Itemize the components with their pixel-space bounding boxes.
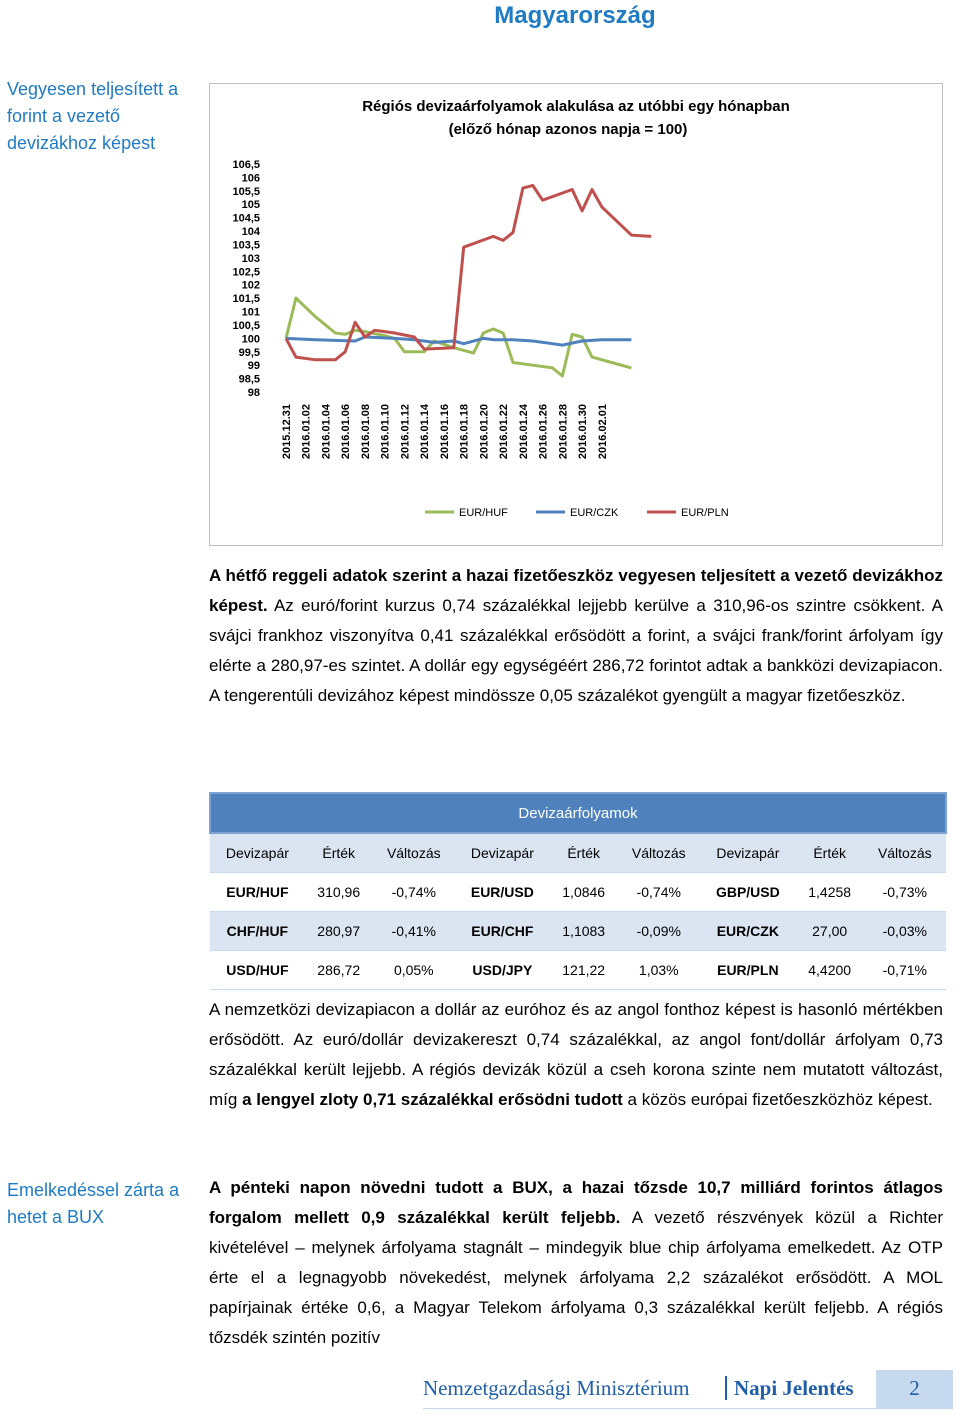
fx-chart-svg (210, 84, 942, 545)
table-header-cell: Devizapár (455, 833, 550, 872)
x-tick-label: 2016.01.16 (438, 404, 451, 460)
x-tick-label: 2016.01.10 (379, 404, 392, 460)
legend-label: EUR/HUF (459, 507, 508, 519)
rate-change-cell: -0,03% (864, 911, 946, 950)
rate-change-cell: -0,74% (618, 872, 700, 911)
y-tick-label: 104 (241, 226, 260, 239)
y-tick-label: 106,5 (232, 159, 260, 171)
paragraph-international-a: A nemzetközi devizapiacon a dollár az euróhoz és az angol fonthoz képest is hasonló mértékben erősödött. Az euró/dollár devizakereszt 0,74 százalékkal, az angol font/dollár árfolyam 0,73 százalékkal került lejjebb. A régiós devizák közül a cseh korona szinte nem mutatott változást, míg (209, 1000, 943, 1109)
rate-change-cell: -0,73% (864, 872, 946, 911)
currency-pair-cell: EUR/CHF (455, 911, 550, 950)
rate-value-cell: 4,4200 (796, 950, 864, 989)
table-header-row (210, 833, 946, 872)
y-tick-label: 98,5 (238, 373, 260, 386)
x-tick-label: 2016.01.02 (300, 404, 313, 460)
table-header-cell: Devizapár (700, 833, 796, 872)
paragraph-forint (209, 561, 943, 711)
x-tick-label: 2016.01.08 (359, 404, 372, 460)
rate-change-cell: -0,09% (618, 911, 700, 950)
chart-subtitle: (előző hónap azonos napja = 100) (448, 121, 688, 138)
table-row (210, 872, 946, 911)
paragraph-bux (209, 1173, 943, 1353)
table-header-cell: Devizapár (210, 833, 305, 872)
x-tick-label: 2015.12.31 (281, 404, 293, 460)
x-tick-label: 2016.01.18 (458, 404, 471, 460)
paragraph-international-bold: a lengyel zloty 0,71 százalékkal erősödni tudott (242, 1090, 623, 1109)
table-caption: Devizaárfolyamok (210, 793, 946, 833)
side-note-forint: Vegyesen teljesített a forint a vezető devizákhoz képest (7, 79, 179, 153)
y-tick-label: 105,5 (232, 185, 260, 198)
paragraph-forint-lead: A hétfő reggeli adatok szerint a hazai fizetőeszköz vegyesen teljesített a vezető devizákhoz képest. (209, 566, 943, 615)
x-tick-label: 2016.01.14 (419, 404, 432, 460)
fx-chart (209, 83, 943, 546)
y-tick-label: 100,5 (232, 319, 260, 332)
currency-pair-cell: EUR/USD (455, 872, 550, 911)
x-tick-label: 2016.01.24 (517, 404, 530, 460)
y-tick-label: 101,5 (232, 293, 260, 306)
rate-change-cell: 0,05% (373, 950, 455, 989)
currency-pair-cell: USD/JPY (455, 950, 550, 989)
x-tick-label: 2016.01.04 (320, 404, 333, 460)
footer-ministry: Nemzetgazdasági Minisztérium (423, 1376, 690, 1400)
series-line-eur-czk (286, 337, 631, 345)
paragraph-forint-body: Az euró/forint kurzus 0,74 százalékkal lejjebb kerülve a 310,96-os szintre csökkent. A svájci frankhoz viszonyítva 0,41 százalékkal erősödött a forint, a svájci frank/forint árfolyam így elérte a 280,97-es szintet. A dollár egy egységéért 286,72 forintot adtak a bankközi devizapiacon. A tengerentúli devizához képest mindössze 0,05 százalékot gyengült a magyar fizetőeszköz. (209, 596, 943, 705)
legend-label: EUR/PLN (681, 507, 729, 519)
y-tick-label: 102,5 (232, 266, 260, 279)
currency-pair-cell: EUR/CZK (700, 911, 796, 950)
currency-pair-cell: CHF/HUF (210, 911, 305, 950)
y-tick-label: 98 (247, 387, 260, 399)
table-header-cell: Érték (796, 833, 864, 872)
table-row (210, 950, 946, 989)
footer-separator (725, 1376, 727, 1400)
y-tick-label: 99,5 (238, 346, 260, 359)
currency-pair-cell: GBP/USD (700, 872, 796, 911)
x-tick-label: 2016.01.28 (557, 404, 570, 460)
y-tick-label: 99 (247, 360, 260, 373)
page-title: Magyarország (494, 2, 656, 29)
table-row (210, 911, 946, 950)
rate-value-cell: 1,0846 (550, 872, 618, 911)
table-header-cell: Változás (373, 833, 455, 872)
rate-change-cell: -0,71% (864, 950, 946, 989)
currency-pair-cell: EUR/HUF (210, 872, 305, 911)
rate-value-cell: 310,96 (305, 872, 373, 911)
rate-change-cell: -0,41% (373, 911, 455, 950)
rate-change-cell: -0,74% (373, 872, 455, 911)
x-tick-label: 2016.01.20 (478, 404, 491, 460)
table-header-cell: Változás (864, 833, 946, 872)
y-tick-label: 106 (241, 172, 260, 185)
rate-value-cell: 1,4258 (796, 872, 864, 911)
page-footer (423, 1370, 953, 1408)
footer-rule (423, 1408, 953, 1409)
rate-value-cell: 121,22 (550, 950, 618, 989)
x-tick-label: 2016.01.22 (498, 404, 511, 460)
y-tick-label: 101 (241, 306, 260, 319)
y-tick-label: 103 (241, 252, 260, 265)
x-tick-label: 2016.01.30 (577, 404, 590, 460)
x-tick-label: 2016.02.01 (596, 404, 609, 460)
currency-pair-cell: EUR/PLN (700, 950, 796, 989)
page-number: 2 (909, 1376, 920, 1400)
y-tick-label: 100 (241, 333, 260, 346)
footer-report-title: Napi Jelentés (734, 1376, 854, 1400)
rate-change-cell: 1,03% (618, 950, 700, 989)
paragraph-bux-body: A vezető részvények közül a Richter kivételével – melynek árfolyama stagnált – mindegyik blue chip árfolyama emelkedett. Az OTP érte el a legnagyobb növekedést, melynek árfolyama 2,2 százalékot erősödött. A MOL papírjainak értéke 0,6, a Magyar Telekom árfolyama 0,3 százalékkal került feljebb. A régiós tőzsdék szintén pozitív (209, 1208, 943, 1347)
table-header-cell: Változás (618, 833, 700, 872)
footer-page-box (876, 1370, 953, 1408)
x-tick-label: 2016.01.12 (399, 404, 412, 460)
y-tick-label: 104,5 (232, 212, 260, 225)
fx-rates-table (209, 792, 947, 990)
rate-value-cell: 27,00 (796, 911, 864, 950)
table-header-cell: Érték (550, 833, 618, 872)
legend-label: EUR/CZK (570, 507, 619, 519)
paragraph-international-b: a közös európai fizetőeszközhöz képest. (622, 1090, 933, 1109)
y-tick-label: 102 (241, 279, 260, 292)
y-tick-label: 103,5 (232, 239, 260, 252)
table-header-cell: Érték (305, 833, 373, 872)
chart-title: Régiós devizaárfolyamok alakulása az utóbbi egy hónapban (362, 98, 790, 115)
rate-value-cell: 286,72 (305, 950, 373, 989)
x-tick-label: 2016.01.06 (340, 404, 353, 460)
rate-value-cell: 280,97 (305, 911, 373, 950)
y-tick-label: 105 (241, 199, 260, 212)
paragraph-bux-lead: A pénteki napon növedni tudott a BUX, a hazai tőzsde 10,7 milliárd forintos átlagos forgalom mellett 0,9 százalékkal került feljebb. (209, 1178, 943, 1227)
x-tick-label: 2016.01.26 (537, 404, 550, 460)
rate-value-cell: 1,1083 (550, 911, 618, 950)
currency-pair-cell: USD/HUF (210, 950, 305, 989)
side-note-bux: Emelkedéssel zárta a hetet a BUX (7, 1180, 180, 1227)
paragraph-international (209, 995, 943, 1115)
